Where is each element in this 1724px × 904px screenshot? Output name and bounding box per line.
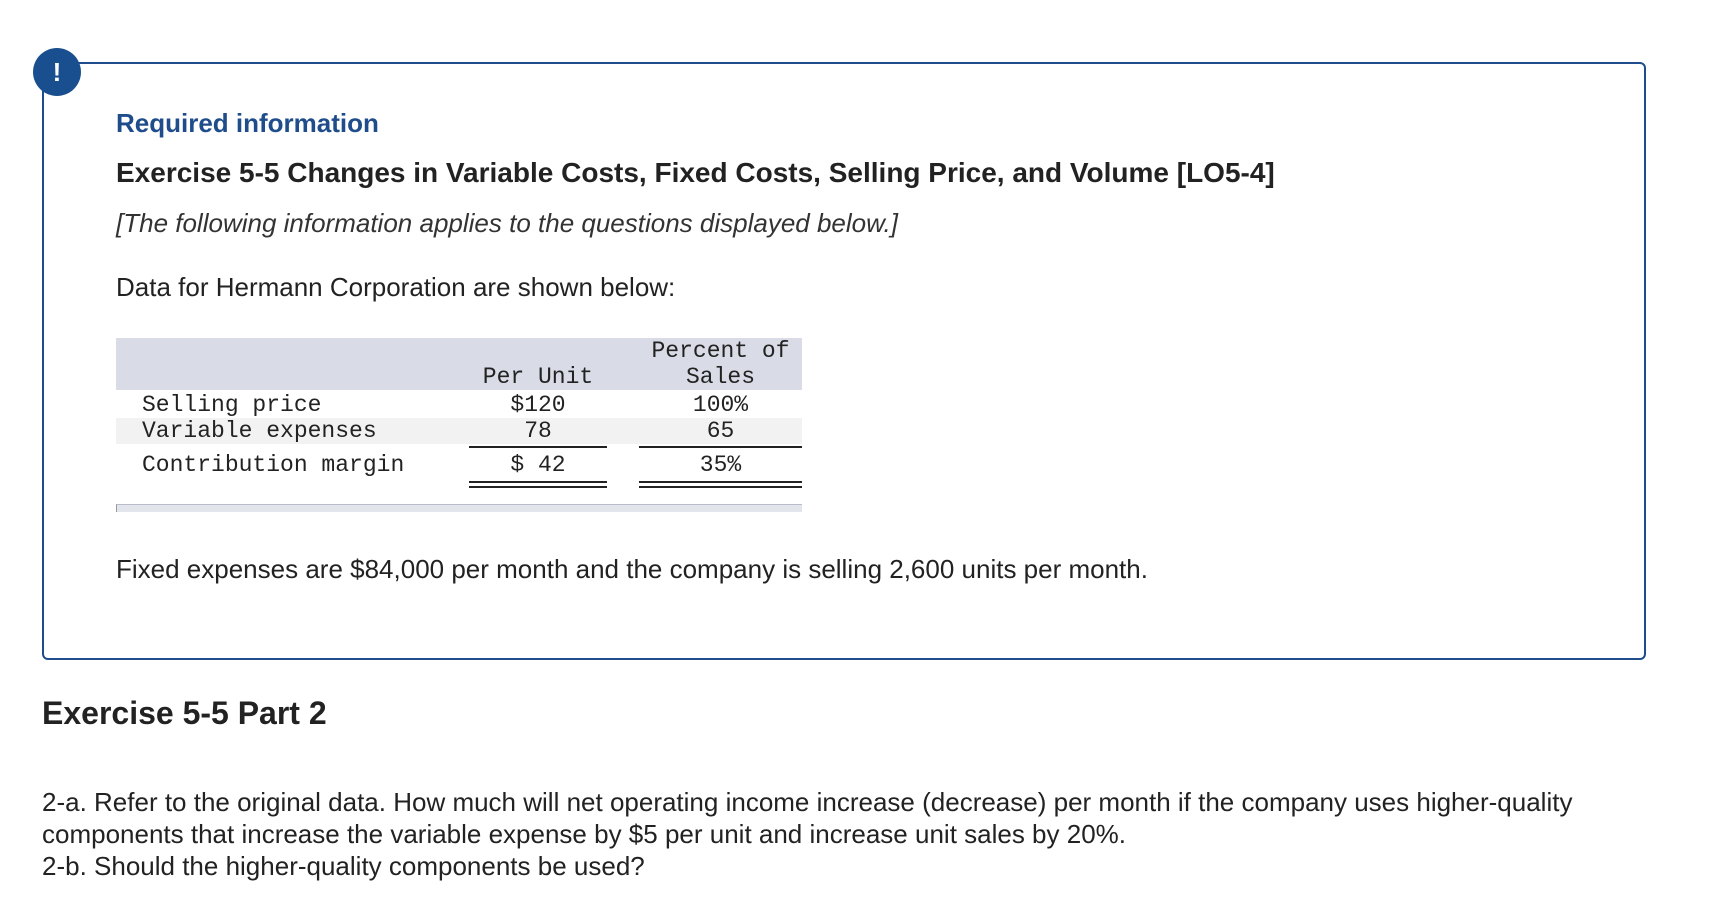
row-label-selling-price: Selling price bbox=[142, 392, 322, 418]
table-scrollbar[interactable] bbox=[116, 504, 802, 512]
header-per-unit: Per Unit bbox=[482, 364, 594, 390]
data-intro: Data for Hermann Corporation are shown below: bbox=[116, 272, 676, 302]
question-2b: 2-b. Should the higher-quality components be used? bbox=[42, 851, 645, 881]
part-title: Exercise 5-5 Part 2 bbox=[42, 695, 327, 731]
row-unit-variable-expenses: 78 bbox=[524, 418, 552, 444]
row-pct-selling-price: 100% bbox=[692, 392, 749, 418]
total-rule-pct bbox=[639, 481, 802, 488]
subtotal-rule-unit bbox=[469, 446, 607, 448]
row-pct-variable-expenses: 65 bbox=[706, 418, 735, 444]
question-2a: 2-a. Refer to the original data. How much will net operating income increase (decrease) per month if the company uses higher-quality components that increase the variable expense by $5 per unit and increase unit sales by 20%. bbox=[42, 787, 1573, 849]
header-percent-of-sales-line2: Sales bbox=[685, 364, 755, 390]
applies-note: [The following information applies to the questions displayed below.] bbox=[116, 208, 898, 238]
exercise-title: Exercise 5-5 Changes in Variable Costs, Fixed Costs, Selling Price, and Volume [LO5-4] bbox=[116, 157, 1275, 188]
row-unit-selling-price: $120 bbox=[510, 392, 566, 418]
alert-icon: ! bbox=[33, 48, 81, 96]
header-percent-of-sales-line1: Percent of bbox=[651, 338, 790, 364]
row-pct-contribution-margin: 35% bbox=[699, 452, 742, 478]
row-label-contribution-margin: Contribution margin bbox=[142, 452, 405, 478]
required-information-heading: Required information bbox=[116, 108, 379, 138]
subtotal-rule-pct bbox=[639, 446, 802, 448]
data-table bbox=[116, 338, 802, 512]
required-information-panel bbox=[42, 62, 1646, 660]
fixed-expenses-note: Fixed expenses are $84,000 per month and the company is selling 2,600 units per month. bbox=[116, 554, 1148, 584]
total-rule-unit bbox=[469, 481, 607, 488]
row-label-variable-expenses: Variable expenses bbox=[142, 418, 377, 444]
row-unit-contribution-margin: $ 42 bbox=[510, 452, 566, 478]
